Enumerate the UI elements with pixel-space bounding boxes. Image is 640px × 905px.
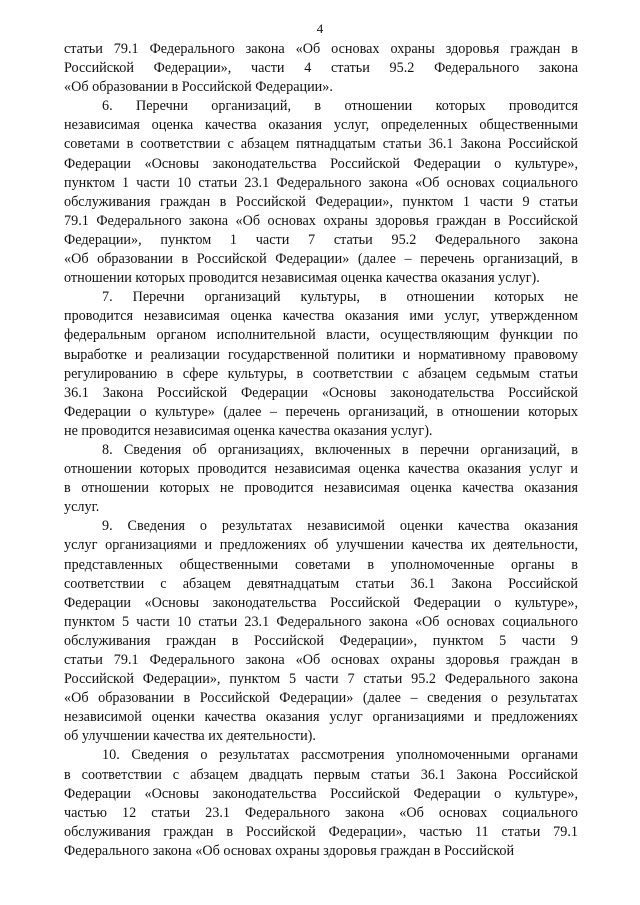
text-line: проводится независимая оценка качества оказания ими услуг, утвержденном — [64, 308, 578, 325]
text-line: обслуживания граждан в Российской Федерации», пунктом 5 части 9 — [64, 632, 578, 649]
text-line: Федерального закона «Об основах охраны здоровья граждан в Российской — [64, 842, 515, 859]
text-line: Федерации «Основы законодательства Российской Федерации о культуре», — [64, 594, 578, 611]
document-body — [64, 40, 578, 861]
paragraph-2 — [64, 97, 578, 288]
text-line: отношении которых проводится независимая оценка качества оказания услуг). — [64, 270, 540, 287]
text-line: в отношении которых не проводится независимая оценка качества оказания — [64, 480, 578, 497]
text-line: 8. Сведения об организациях, включенных в перечни организаций, в — [102, 441, 578, 458]
paragraph-4 — [64, 441, 578, 517]
text-line: статьи 79.1 Федерального закона «Об основах охраны здоровья граждан в — [64, 652, 578, 668]
text-line: Федерации о культуре» (далее – перечень организаций, в отношении которых — [64, 403, 578, 420]
text-line: 7. Перечни организаций культуры, в отношении которых не — [102, 289, 578, 306]
page-number: 4 — [316, 21, 324, 36]
text-line: Федерации «Основы законодательства Российской Федерации о культуре», — [64, 785, 578, 802]
text-line: 10. Сведения о результатах рассмотрения уполномоченными органами — [102, 747, 578, 764]
text-line: советами в соответствии с абзацем пятнадцатым статьи 36.1 Закона Российской — [64, 136, 578, 153]
text-line: независимой оценки качества оказания услуг организациями и предложениях — [64, 709, 578, 726]
text-line: Федерации «Основы законодательства Российской Федерации о культуре», — [64, 155, 578, 172]
text-line: федеральным органом исполнительной власти, осуществляющим функции по — [64, 327, 578, 344]
text-line: 36.1 Закона Российской Федерации «Основы законодательства Российской — [64, 384, 578, 401]
text-line: пунктом 5 части 10 статьи 23.1 Федерального закона «Об основах социального — [64, 613, 578, 630]
text-line: независимая оценка качества оказания услуг, определенных общественными — [64, 117, 578, 134]
text-line: обслуживания граждан в Российской Федерации», пунктом 1 части 9 статьи — [64, 193, 578, 210]
text-line: об улучшении качества их деятельности). — [64, 728, 316, 745]
paragraph-1 — [64, 40, 578, 97]
text-line: пунктом 1 части 10 статьи 23.1 Федерального закона «Об основах социального — [64, 174, 578, 191]
text-line: частью 12 статьи 23.1 Федерального закона «Об основах социального — [64, 804, 578, 821]
paragraph-6 — [64, 746, 578, 861]
text-line: Российской Федерации», части 4 статьи 95.2 Федерального закона — [64, 60, 578, 77]
text-line: услуг. — [64, 499, 100, 516]
paragraph-3 — [64, 288, 578, 441]
text-line: 9. Сведения о результатах независимой оценки качества оказания — [102, 518, 578, 535]
text-line: статьи 79.1 Федерального закона «Об основах охраны здоровья граждан в — [64, 41, 578, 57]
text-line: соответствии с абзацем девятнадцатым статьи 36.1 Закона Российской — [64, 575, 578, 592]
text-line: «Об образовании в Российской Федерации». — [64, 79, 333, 96]
text-line: услуг организациями и предложениях об улучшении качества их деятельности, — [64, 537, 578, 554]
text-line: 6. Перечни организаций, в отношении которых проводится — [102, 98, 578, 115]
text-line: регулированию в сфере культуры, в соответствии с абзацем седьмым статьи — [64, 365, 578, 382]
text-line: выработке и реализации государственной политики и нормативному правовому — [64, 346, 578, 363]
text-line: не проводится независимая оценка качества оказания услуг). — [64, 422, 433, 439]
text-line: отношении которых проводится независимая оценка качества оказания услуг и — [64, 461, 578, 478]
text-line: 79.1 Федерального закона «Об основах охраны здоровья граждан в Российской — [64, 212, 578, 229]
text-line: Российской Федерации», пунктом 5 части 7 статьи 95.2 Федерального закона — [64, 671, 578, 688]
text-line: «Об образовании в Российской Федерации» (далее – перечень организаций, в — [64, 251, 578, 268]
text-line: «Об образовании в Российской Федерации» (далее – сведения о результатах — [64, 690, 578, 707]
paragraph-5 — [64, 517, 578, 746]
text-line: обслуживания граждан в Российской Федерации», частью 11 статьи 79.1 — [64, 823, 578, 840]
text-line: в соответствии с абзацем двадцать первым статьи 36.1 Закона Российской — [64, 766, 578, 783]
text-line: Федерации», пунктом 1 части 7 статьи 95.2 Федерального закона — [64, 231, 578, 248]
text-line: представленных общественными советами в уполномоченные органы в — [64, 556, 578, 573]
